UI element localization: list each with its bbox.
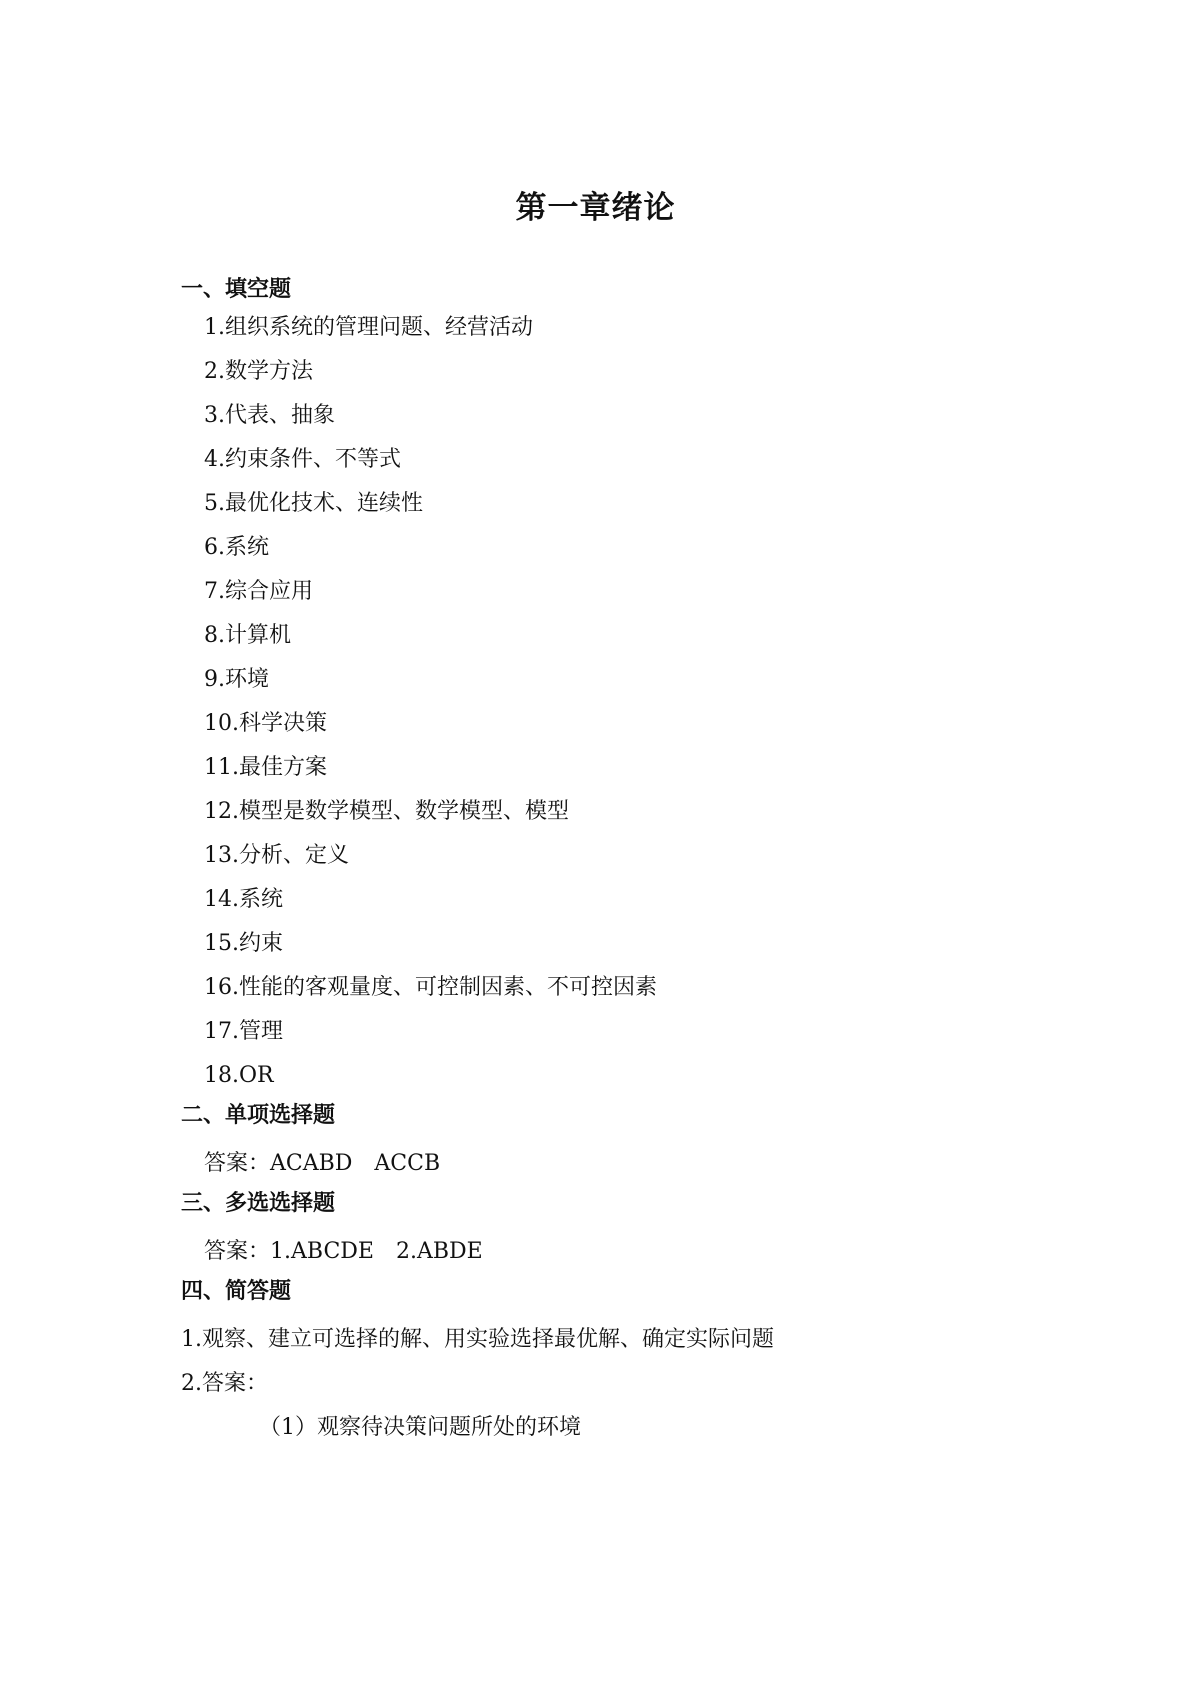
section-heading-single-choice: 二、单项选择题 <box>181 1103 336 1128</box>
fill-blank-answer-16: 16.性能的客观量度、可控制因素、不可控因素 <box>204 975 657 1000</box>
fill-blank-answer-13: 13.分析、定义 <box>204 843 349 868</box>
fill-blank-answer-5: 5.最优化技术、连续性 <box>204 491 423 516</box>
fill-blank-answer-7: 7.综合应用 <box>204 579 313 604</box>
fill-blank-answer-4: 4.约束条件、不等式 <box>204 447 401 472</box>
fill-blank-answer-10: 10.科学决策 <box>204 711 327 736</box>
fill-blank-answer-6: 6.系统 <box>204 535 269 560</box>
fill-blank-answer-11: 11.最佳方案 <box>204 755 327 780</box>
fill-blank-answer-9: 9.环境 <box>204 667 269 692</box>
short-answer-2-sub-1: （1）观察待决策问题所处的环境 <box>259 1415 581 1440</box>
short-answer-2: 2.答案： <box>181 1371 268 1396</box>
fill-blank-answer-2: 2.数学方法 <box>204 359 313 384</box>
fill-blank-answer-17: 17.管理 <box>204 1019 283 1044</box>
section-heading-fill-blank: 一、填空题 <box>181 277 292 302</box>
fill-blank-answer-14: 14.系统 <box>204 887 283 912</box>
fill-blank-answer-1: 1.组织系统的管理问题、经营活动 <box>204 315 533 340</box>
section-heading-multiple-choice: 三、多选选择题 <box>181 1191 336 1216</box>
single-choice-answer: 答案：ACABD ACCB <box>204 1151 441 1176</box>
multiple-choice-answer: 答案：1.ABCDE 2.ABDE <box>204 1239 483 1264</box>
section-heading-short-answer: 四、简答题 <box>181 1279 292 1304</box>
short-answer-1: 1.观察、建立可选择的解、用实验选择最优解、确定实际问题 <box>181 1327 774 1352</box>
fill-blank-answer-8: 8.计算机 <box>204 623 291 648</box>
chapter-title: 第一章绪论 <box>515 190 676 226</box>
fill-blank-answer-12: 12.模型是数学模型、数学模型、模型 <box>204 799 569 824</box>
fill-blank-answer-18: 18.OR <box>204 1063 274 1088</box>
fill-blank-answer-15: 15.约束 <box>204 931 283 956</box>
fill-blank-answer-3: 3.代表、抽象 <box>204 403 335 428</box>
